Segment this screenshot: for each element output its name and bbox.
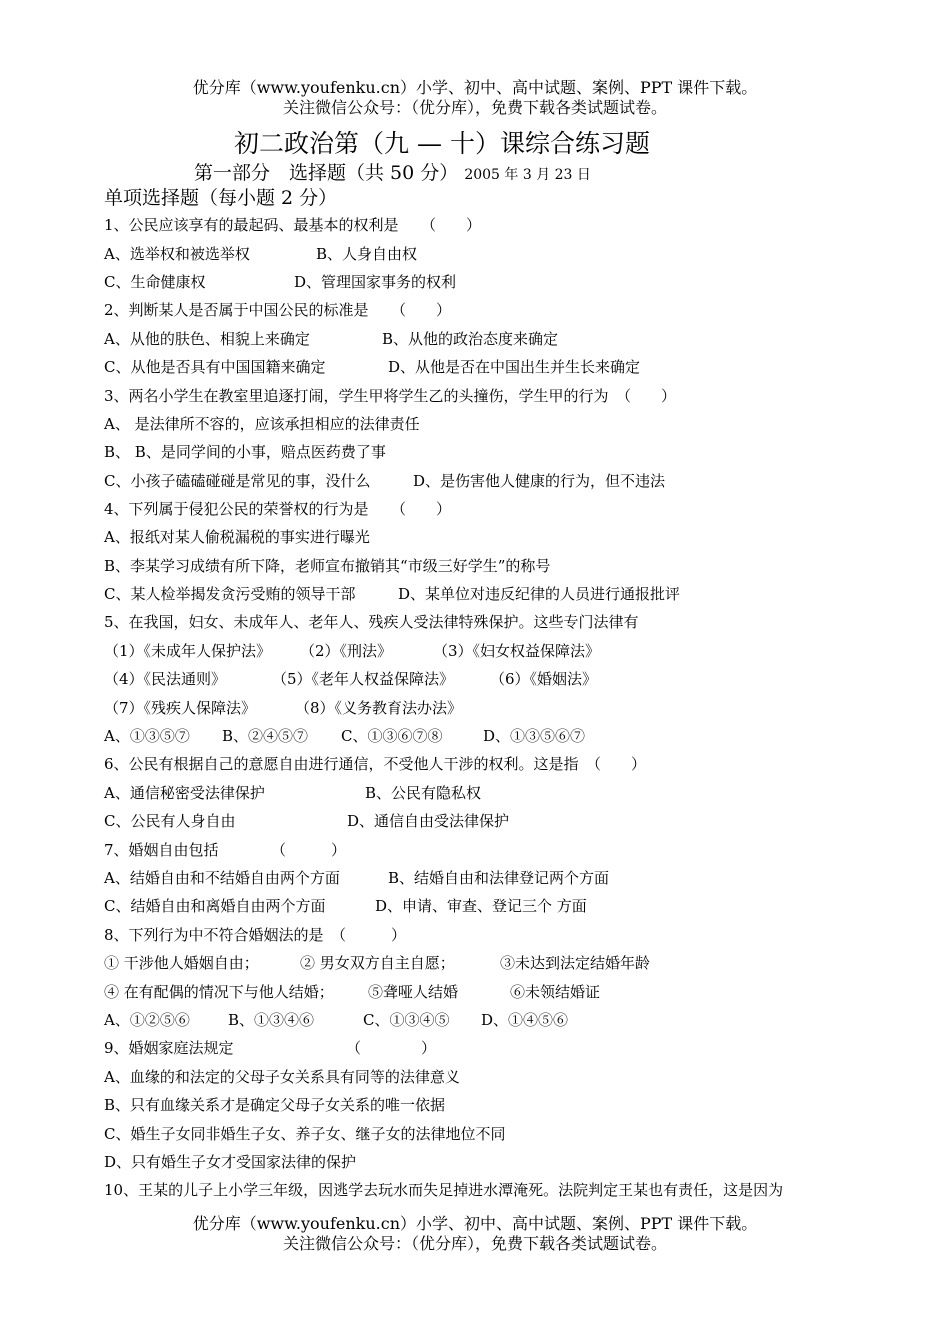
part-label: 第一部分 选择题（共 50 分） (194, 162, 459, 184)
q8-item-3: ③未达到法定结婚年龄 (500, 954, 651, 972)
q6-option-c: C、公民有人身自由 (104, 812, 236, 830)
q2-option-c: C、从他是否具有中国国籍来确定 (104, 358, 326, 376)
q8-item-5: ⑤聋哑人结婚 (368, 983, 459, 1001)
q5-law-list-3 (104, 697, 462, 718)
q6-options-cd (104, 810, 509, 831)
q5-law-2: （2）《刑法》 (300, 642, 393, 660)
q4-option-b: B、李某学习成绩有所下降，老师宣布撤销其“市级三好学生”的称号 (104, 557, 551, 575)
q5-law-3: （3）《妇女权益保障法》 (433, 642, 601, 660)
question-6: 6、公民有根据自己的意愿自由进行通信，不受他人干涉的权利。这是指 （ ） (104, 755, 647, 773)
q2-option-a: A、从他的肤色、相貌上来确定 (104, 330, 310, 348)
q9-option-b: B、只有血缘关系才是确定父母子女关系的唯一依据 (104, 1096, 446, 1114)
q3-option-c: C、小孩子磕磕碰碰是常见的事，没什么 (104, 472, 371, 490)
q4-option-a: A、报纸对某人偷税漏税的事实进行曝光 (104, 528, 370, 546)
q1-options-ab (104, 243, 417, 264)
q8-option-a: A、①②⑤⑥ (104, 1011, 190, 1029)
section-heading: 单项选择题（每小题 2 分） (104, 187, 338, 209)
q8-item-2: ② 男女双方自主自愿； (300, 954, 455, 972)
q1-option-a: A、选举权和被选举权 (104, 245, 250, 263)
q6-option-d: D、通信自由受法律保护 (347, 812, 510, 830)
q8-behavior-list-2 (104, 981, 600, 1002)
q4-option-c: C、某人检举揭发贪污受贿的领导干部 (104, 585, 356, 603)
q2-option-b: B、从他的政治态度来确定 (382, 330, 559, 348)
q8-behavior-list-1 (104, 952, 650, 973)
q3-options-cd (104, 470, 665, 491)
question-10: 10、王某的儿子上小学三年级，因逃学去玩水而失足掉进水潭淹死。法院判定王某也有责任，这是因为 (104, 1181, 784, 1199)
q8-item-6: ⑥未领结婚证 (510, 983, 601, 1001)
q5-law-8: （8）《义务教育法办法》 (295, 699, 463, 717)
q1-option-c: C、生命健康权 (104, 273, 206, 291)
q5-law-7: （7）《残疾人保障法》 (104, 699, 257, 717)
q7-options-ab (104, 867, 609, 888)
q5-option-d: D、①③⑤⑥⑦ (483, 727, 586, 745)
q8-option-d: D、①④⑤⑥ (481, 1011, 569, 1029)
header-line-1: 优分库（www.youfenku.cn）小学、初中、高中试题、案例、PPT 课件下载。 (192, 78, 758, 97)
q9-option-d: D、只有婚生子女才受国家法律的保护 (104, 1153, 357, 1171)
q1-option-b: B、人身自由权 (316, 245, 418, 263)
q2-options-cd (104, 356, 640, 377)
part-subtitle (194, 158, 591, 185)
q3-option-b: B、 B、是同学间的小事，赔点医药费了事 (104, 443, 386, 461)
question-8: 8、下列行为中不符合婚姻法的是 （ ） (104, 926, 407, 944)
exam-date: 2005 年 3 月 23 日 (464, 167, 591, 183)
q6-options-ab (104, 782, 481, 803)
q5-law-1: （1）《未成年人保护法》 (104, 642, 272, 660)
footer-line-2: 关注微信公众号：（优分库），免费下载各类试题试卷。 (282, 1234, 667, 1253)
q8-item-1: ① 干涉他人婚姻自由； (104, 954, 259, 972)
q3-option-a: A、 是法律所不容的，应该承担相应的法律责任 (104, 415, 420, 433)
q5-law-6: （6）《婚姻法》 (490, 670, 598, 688)
q8-item-4: ④ 在有配偶的情况下与他人结婚； (104, 983, 334, 1001)
q7-option-d: D、申请、审查、登记三个 方面 (375, 897, 587, 915)
q5-law-list-2 (104, 668, 597, 689)
q6-option-b: B、公民有隐私权 (365, 784, 482, 802)
header-line-2: 关注微信公众号：（优分库），免费下载各类试题试卷。 (282, 98, 667, 117)
q9-option-a: A、血缘的和法定的父母子女关系具有同等的法律意义 (104, 1068, 460, 1086)
q8-option-b: B、①③④⑥ (228, 1011, 315, 1029)
question-1: 1、公民应该享有的最起码、最基本的权利是 （ ） (104, 216, 482, 234)
q5-law-list-1 (104, 640, 600, 661)
q5-option-a: A、①③⑤⑦ (104, 727, 190, 745)
q7-option-a: A、结婚自由和不结婚自由两个方面 (104, 869, 340, 887)
question-5: 5、在我国，妇女、未成年人、老年人、残疾人受法律特殊保护。这些专门法律有 (104, 613, 639, 631)
q2-option-d: D、从他是否在中国出生并生长来确定 (388, 358, 641, 376)
question-2: 2、判断某人是否属于中国公民的标准是 （ ） (104, 301, 452, 319)
q3-option-d: D、是伤害他人健康的行为，但不违法 (413, 472, 666, 490)
q5-option-c: C、①③⑥⑦⑧ (341, 727, 443, 745)
q5-law-4: （4）《民法通则》 (104, 670, 227, 688)
q8-option-c: C、①③④⑤ (363, 1011, 450, 1029)
question-9: 9、婚姻家庭法规定 （ ） (104, 1039, 437, 1057)
q2-options-ab (104, 328, 558, 349)
q1-option-d: D、管理国家事务的权利 (294, 273, 457, 291)
q1-options-cd (104, 271, 456, 292)
q7-options-cd (104, 895, 587, 916)
q5-options (104, 725, 585, 746)
q4-option-d: D、某单位对违反纪律的人员进行通报批评 (398, 585, 681, 603)
q9-option-c: C、婚生子女同非婚生子女、养子女、继子女的法律地位不同 (104, 1125, 506, 1143)
q4-options-cd (104, 583, 680, 604)
question-7: 7、婚姻自由包括 （ ） (104, 841, 347, 859)
question-3: 3、两名小学生在教室里追逐打闹，学生甲将学生乙的头撞伤，学生甲的行为 （ ） (104, 387, 677, 405)
page-title: 初二政治第（九 — 十）课综合练习题 (234, 129, 650, 158)
q8-options (104, 1009, 568, 1030)
question-4: 4、下列属于侵犯公民的荣誉权的行为是 （ ） (104, 500, 452, 518)
q7-option-b: B、结婚自由和法律登记两个方面 (388, 869, 610, 887)
footer-line-1: 优分库（www.youfenku.cn）小学、初中、高中试题、案例、PPT 课件下载。 (192, 1214, 758, 1233)
q5-option-b: B、②④⑤⑦ (222, 727, 309, 745)
q5-law-5: （5）《老年人权益保障法》 (272, 670, 455, 688)
q6-option-a: A、通信秘密受法律保护 (104, 784, 265, 802)
q7-option-c: C、结婚自由和离婚自由两个方面 (104, 897, 326, 915)
